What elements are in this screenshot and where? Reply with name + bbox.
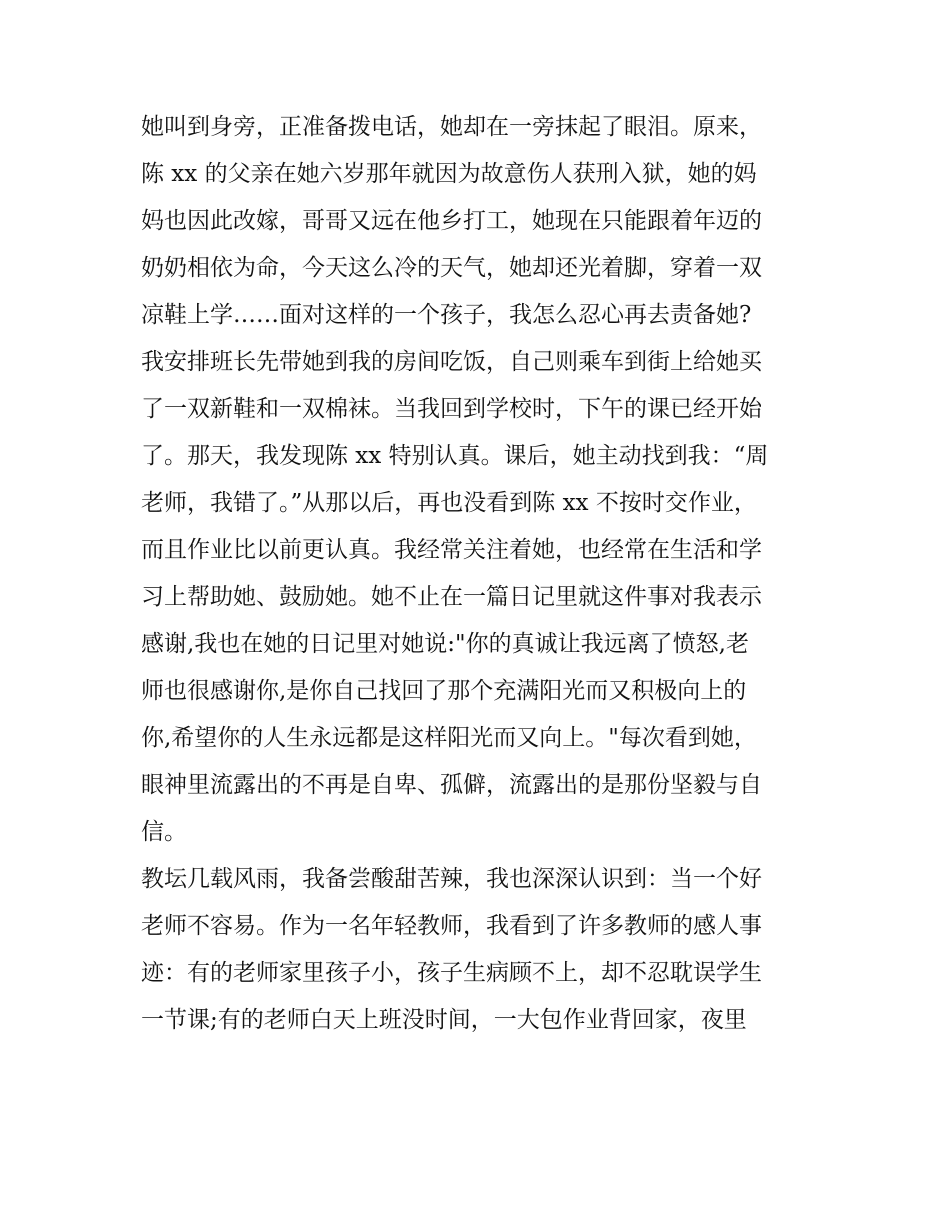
text-line: 感谢,我也在她的日记里对她说:"你的真诚让我远离了愤怒,老 bbox=[141, 631, 749, 657]
text-line: 了一双新鞋和一双棉袜。当我回到学校时，下午的课已经开始 bbox=[141, 396, 762, 422]
text-line: 她叫到身旁，正准备拨电话，她却在一旁抹起了眼泪。原来， bbox=[141, 114, 762, 140]
text-line: 陈 xx 的父亲在她六岁那年就因为故意伤人获刑入狱，她的妈 bbox=[141, 161, 757, 187]
text-line: 师也很感谢你,是你自己找回了那个充满阳光而又积极向上的 bbox=[141, 678, 747, 704]
text-line: 眼神里流露出的不再是自卑、孤僻，流露出的是那份坚毅与自 bbox=[141, 772, 762, 798]
text-line: 凉鞋上学……面对这样的一个孩子，我怎么忍心再去责备她? bbox=[141, 302, 752, 328]
text-line: 奶奶相依为命，今天这么冷的天气，她却还光着脚，穿着一双 bbox=[141, 255, 762, 281]
text-line: 迹：有的老师家里孩子小，孩子生病顾不上，却不忍耽误学生 bbox=[141, 960, 762, 986]
text-line: 老师，我错了。”从那以后，再也没看到陈 xx 不按时交作业， bbox=[141, 490, 757, 516]
text-line: 我安排班长先带她到我的房间吃饭，自己则乘车到街上给她买 bbox=[141, 349, 762, 375]
text-line: 信。 bbox=[141, 819, 187, 845]
body-text bbox=[141, 104, 821, 1044]
text-line: 老师不容易。作为一名年轻教师，我看到了许多教师的感人事 bbox=[141, 913, 762, 939]
text-line: 妈也因此改嫁，哥哥又远在他乡打工，她现在只能跟着年迈的 bbox=[141, 208, 762, 234]
text-line: 一节课;有的老师白天上班没时间，一大包作业背回家，夜里 bbox=[141, 1007, 747, 1033]
text-line: 而且作业比以前更认真。我经常关注着她，也经常在生活和学 bbox=[141, 537, 762, 563]
text-line: 习上帮助她、鼓励她。她不止在一篇日记里就这件事对我表示 bbox=[141, 584, 762, 610]
text-line: 你,希望你的人生永远都是这样阳光而又向上。"每次看到她， bbox=[141, 725, 757, 751]
text-line: 教坛几载风雨，我备尝酸甜苦辣，我也深深认识到：当一个好 bbox=[141, 866, 762, 892]
text-line: 了。那天，我发现陈 xx 特别认真。课后，她主动找到我：“周 bbox=[141, 443, 769, 469]
